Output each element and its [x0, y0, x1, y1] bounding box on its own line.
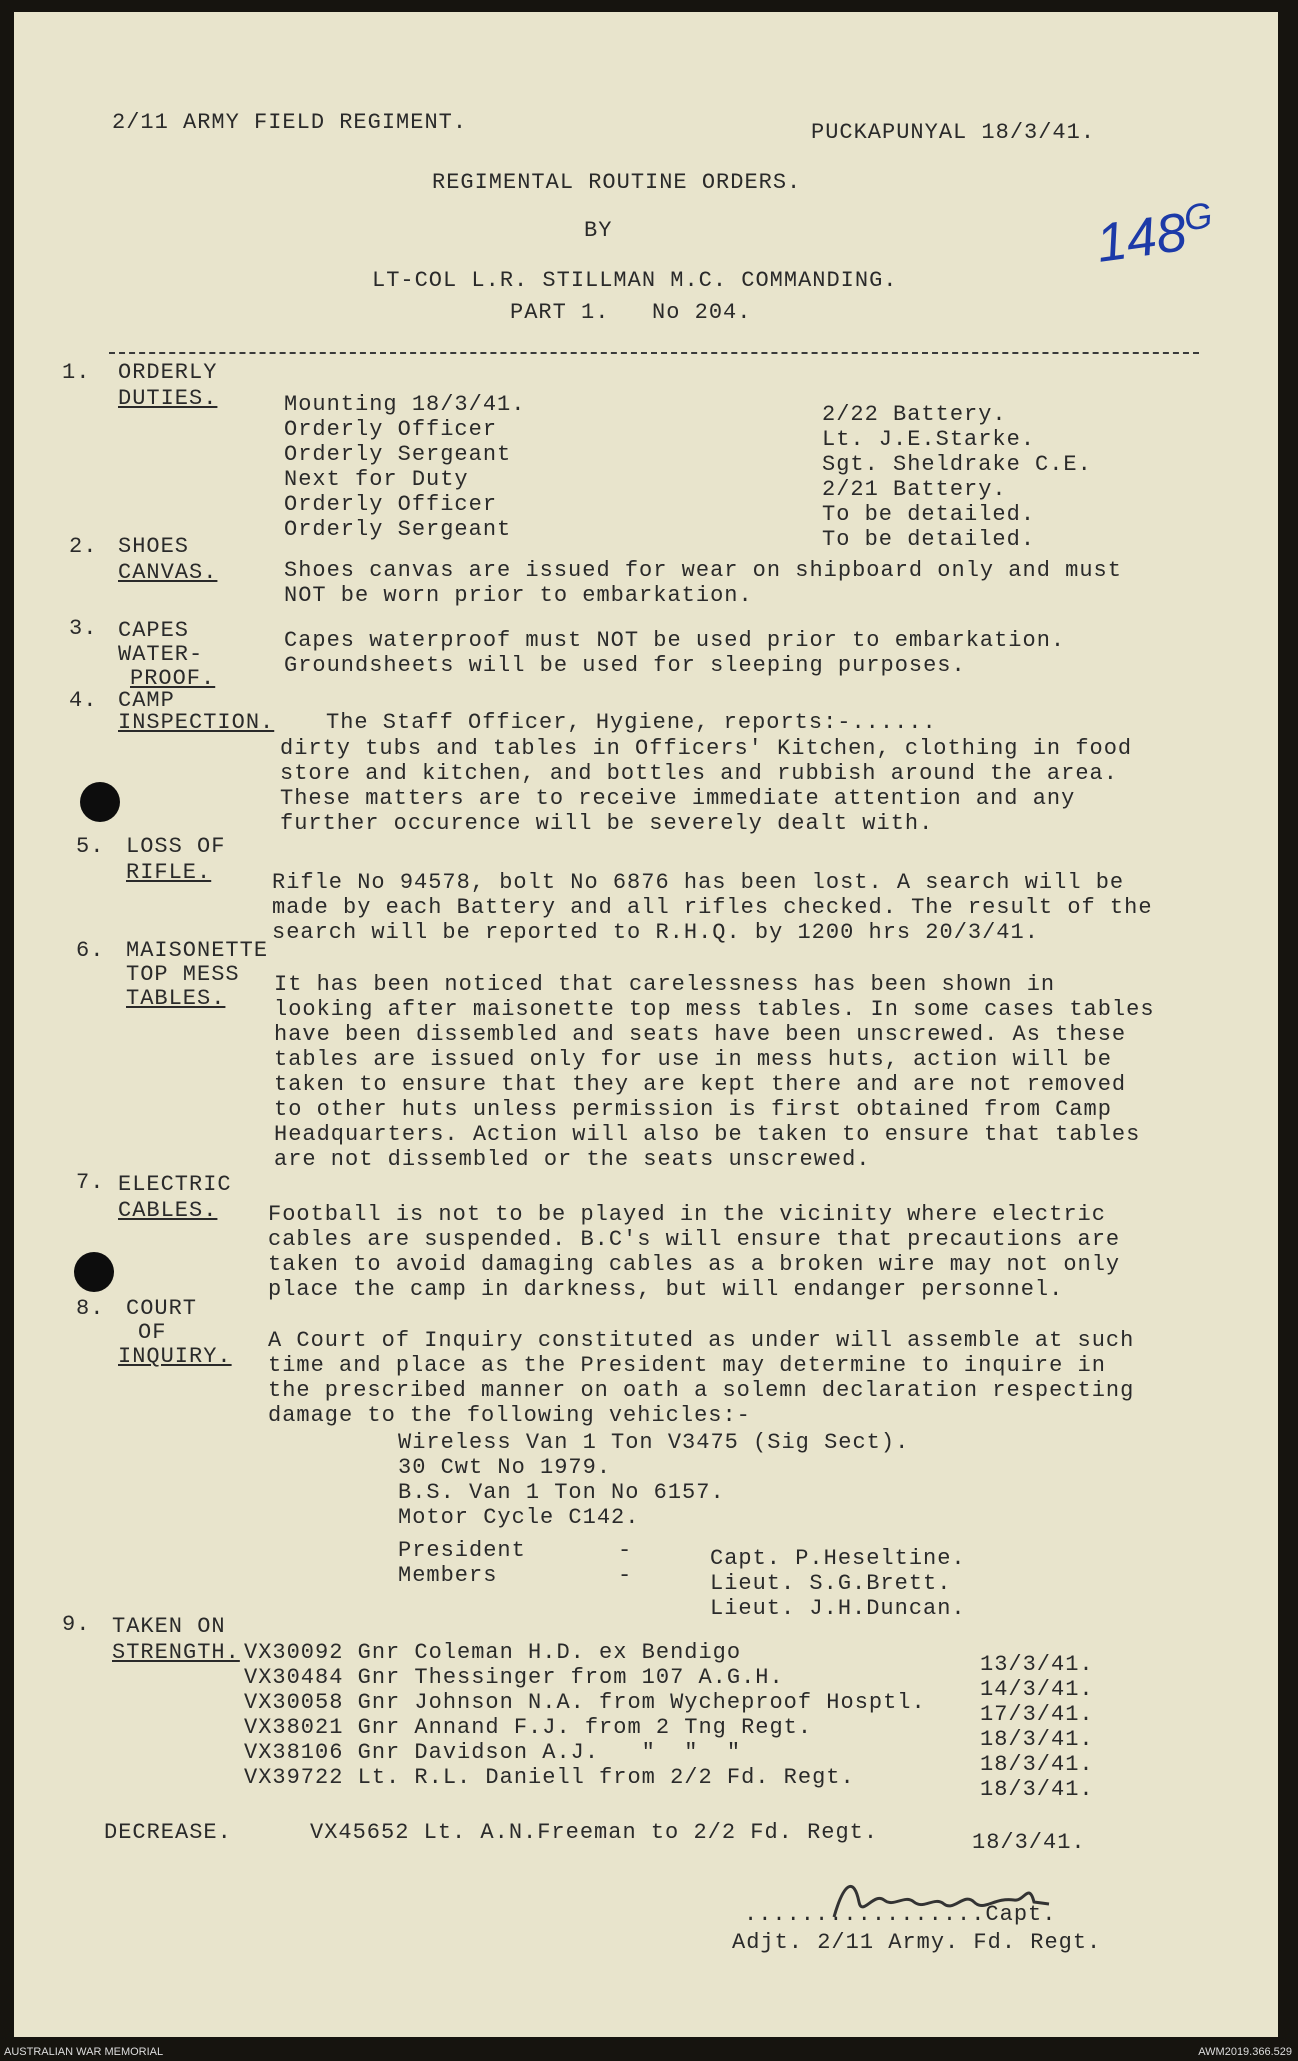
- s7-body-0: Football is not to be played in the vicinity where electric: [268, 1202, 1106, 1227]
- s7-body-2: taken to avoid damaging cables as a broken wire may not only: [268, 1252, 1121, 1277]
- s8-vehicle-2: B.S. Van 1 Ton No 6157.: [398, 1480, 725, 1505]
- s9-row-5: VX39722 Lt. R.L. Daniell from 2/2 Fd. Regt.: [244, 1765, 855, 1790]
- s9-heading-1: TAKEN ON: [112, 1614, 226, 1639]
- s8-heading-2: OF: [138, 1320, 167, 1345]
- s8-body-1: time and place as the President may determine to inquire in: [268, 1353, 1106, 1378]
- s4-first-line: The Staff Officer, Hygiene, reports:-......: [326, 710, 937, 735]
- s1-heading-2: DUTIES.: [118, 386, 218, 411]
- s3-number: 3.: [69, 616, 98, 641]
- s1-right-0: 2/22 Battery.: [822, 402, 1007, 427]
- s7-body-1: cables are suspended. B.C's will ensure that precautions are: [268, 1227, 1121, 1252]
- header-divider: [109, 352, 1199, 354]
- s5-number: 5.: [76, 834, 105, 859]
- president-label: President: [398, 1538, 526, 1563]
- s4-body-1: store and kitchen, and bottles and rubbish around the area.: [280, 761, 1118, 786]
- s8-body-2: the prescribed manner on oath a solemn declaration respecting: [268, 1378, 1135, 1403]
- decrease-label: DECREASE.: [104, 1820, 232, 1845]
- president-name: Capt. P.Heseltine.: [710, 1546, 966, 1571]
- decrease-date: 18/3/41.: [972, 1830, 1086, 1855]
- s1-right-5: To be detailed.: [822, 527, 1036, 552]
- s7-body-3: place the camp in darkness, but will endanger personnel.: [268, 1277, 1064, 1302]
- s9-date-1: 14/3/41.: [980, 1677, 1094, 1702]
- s1-left-1: Orderly Officer: [284, 417, 498, 442]
- s2-body-1: NOT be worn prior to embarkation.: [284, 583, 753, 608]
- s6-body-2: have been dissembled and seats have been unscrewed. As these: [274, 1022, 1127, 1047]
- decrease-text: VX45652 Lt. A.N.Freeman to 2/2 Fd. Regt.: [310, 1820, 879, 1845]
- s9-row-0: VX30092 Gnr Coleman H.D. ex Bendigo: [244, 1640, 742, 1665]
- s6-body-6: Headquarters. Action will also be taken to ensure that tables: [274, 1122, 1141, 1147]
- s9-number: 9.: [62, 1612, 91, 1637]
- s3-heading-1: CAPES: [118, 618, 190, 643]
- s1-right-3: 2/21 Battery.: [822, 477, 1007, 502]
- s1-left-0: Mounting 18/3/41.: [284, 392, 526, 417]
- s4-heading-1: CAMP: [118, 688, 175, 713]
- by-line: BY: [584, 218, 613, 243]
- s8-number: 8.: [76, 1296, 105, 1321]
- s7-heading-1: ELECTRIC: [118, 1172, 232, 1197]
- s9-date-2: 17/3/41.: [980, 1702, 1094, 1727]
- s6-body-4: taken to ensure that they are kept there and are not removed: [274, 1072, 1127, 1097]
- s1-right-1: Lt. J.E.Starke.: [822, 427, 1036, 452]
- punch-hole-2: [74, 1252, 114, 1292]
- members-dash: -: [618, 1563, 633, 1588]
- part-number: PART 1. No 204.: [510, 300, 752, 325]
- s7-heading-2: CABLES.: [118, 1198, 218, 1223]
- s9-date-4: 18/3/41.: [980, 1752, 1094, 1777]
- s5-heading-1: LOSS OF: [126, 834, 226, 859]
- unit-name: 2/11 ARMY FIELD REGIMENT.: [112, 110, 468, 135]
- s8-body-3: damage to the following vehicles:-: [268, 1403, 751, 1428]
- s8-heading-1: COURT: [126, 1296, 198, 1321]
- s1-heading-1: ORDERLY: [118, 360, 218, 385]
- s6-body-0: It has been noticed that carelessness has been shown in: [274, 972, 1056, 997]
- s2-body-0: Shoes canvas are issued for wear on shipboard only and must: [284, 558, 1122, 583]
- s6-body-1: looking after maisonette top mess tables. In some cases tables: [274, 997, 1155, 1022]
- s4-body-0: dirty tubs and tables in Officers' Kitchen, clothing in food: [280, 736, 1133, 761]
- s8-heading-3: INQUIRY.: [118, 1344, 232, 1369]
- s1-left-3: Next for Duty: [284, 467, 469, 492]
- s3-body-0: Capes waterproof must NOT be used prior to embarkation.: [284, 628, 1066, 653]
- s2-number: 2.: [69, 534, 98, 559]
- s6-body-5: to other huts unless permission is first obtained from Camp: [274, 1097, 1112, 1122]
- signoff-line-1: .................Capt.: [744, 1902, 1057, 1927]
- s2-heading-2: CANVAS.: [118, 560, 218, 585]
- punch-hole-1: [80, 782, 120, 822]
- footer-accession: AWM2019.366.529: [1198, 2046, 1292, 2058]
- folio-suffix: G: [1181, 194, 1215, 239]
- s9-date-0: 13/3/41.: [980, 1652, 1094, 1677]
- commanding-officer: LT-COL L.R. STILLMAN M.C. COMMANDING.: [372, 268, 898, 293]
- s7-number: 7.: [76, 1170, 105, 1195]
- s1-left-4: Orderly Officer: [284, 492, 498, 517]
- s9-date-3: 18/3/41.: [980, 1727, 1094, 1752]
- s5-body-2: search will be reported to R.H.Q. by 1200 hrs 20/3/41.: [272, 920, 1039, 945]
- s1-right-4: To be detailed.: [822, 502, 1036, 527]
- members-label: Members: [398, 1563, 498, 1588]
- folio-stamp: [1092, 194, 1218, 275]
- s3-body-1: Groundsheets will be used for sleeping purposes.: [284, 653, 966, 678]
- s3-heading-3: PROOF.: [130, 666, 216, 691]
- s8-body-0: A Court of Inquiry constituted as under will assemble at such: [268, 1328, 1135, 1353]
- archive-footer: [0, 2039, 1298, 2061]
- s6-heading-1: MAISONETTE: [126, 938, 269, 963]
- s8-vehicle-0: Wireless Van 1 Ton V3475 (Sig Sect).: [398, 1430, 910, 1455]
- s6-heading-2: TOP MESS: [126, 962, 240, 987]
- footer-institution: AUSTRALIAN WAR MEMORIAL: [4, 2046, 164, 2058]
- document-page: [14, 12, 1278, 2037]
- s8-vehicle-3: Motor Cycle C142.: [398, 1505, 640, 1530]
- s4-body-3: further occurence will be severely dealt with.: [280, 811, 934, 836]
- s6-body-3: tables are issued only for use in mess huts, action will be: [274, 1047, 1112, 1072]
- s9-heading-2: STRENGTH.: [112, 1640, 240, 1665]
- s5-body-1: made by each Battery and all rifles checked. The result of the: [272, 895, 1153, 920]
- document-title: REGIMENTAL ROUTINE ORDERS.: [432, 170, 802, 195]
- s4-heading-2: INSPECTION.: [118, 710, 275, 735]
- s1-left-5: Orderly Sergeant: [284, 517, 512, 542]
- s8-vehicle-1: 30 Cwt No 1979.: [398, 1455, 612, 1480]
- s9-row-1: VX30484 Gnr Thessinger from 107 A.G.H.: [244, 1665, 784, 1690]
- folio-number: 148: [1092, 201, 1191, 274]
- s5-heading-2: RIFLE.: [126, 860, 212, 885]
- s6-number: 6.: [76, 938, 105, 963]
- s2-heading-1: SHOES: [118, 534, 190, 559]
- signoff-line-2: Adjt. 2/11 Army. Fd. Regt.: [732, 1930, 1102, 1955]
- s6-body-7: are not dissembled or the seats unscrewed.: [274, 1147, 871, 1172]
- s3-heading-2: WATER-: [118, 642, 204, 667]
- s1-left-2: Orderly Sergeant: [284, 442, 512, 467]
- president-dash: -: [618, 1538, 633, 1563]
- s4-number: 4.: [69, 688, 98, 713]
- s9-row-3: VX38021 Gnr Annand F.J. from 2 Tng Regt.: [244, 1715, 813, 1740]
- member-1-name: Lieut. S.G.Brett.: [710, 1571, 952, 1596]
- s5-body-0: Rifle No 94578, bolt No 6876 has been lost. A search will be: [272, 870, 1125, 895]
- s9-row-2: VX30058 Gnr Johnson N.A. from Wycheproof Hosptl.: [244, 1690, 926, 1715]
- s1-number: 1.: [62, 360, 91, 385]
- place-date: PUCKAPUNYAL 18/3/41.: [811, 120, 1096, 145]
- s9-date-5: 18/3/41.: [980, 1777, 1094, 1802]
- s1-right-2: Sgt. Sheldrake C.E.: [822, 452, 1092, 477]
- member-2-name: Lieut. J.H.Duncan.: [710, 1596, 966, 1621]
- s6-heading-3: TABLES.: [126, 986, 226, 1011]
- s4-body-2: These matters are to receive immediate attention and any: [280, 786, 1076, 811]
- s9-row-4: VX38106 Gnr Davidson A.J. " " ": [244, 1740, 742, 1765]
